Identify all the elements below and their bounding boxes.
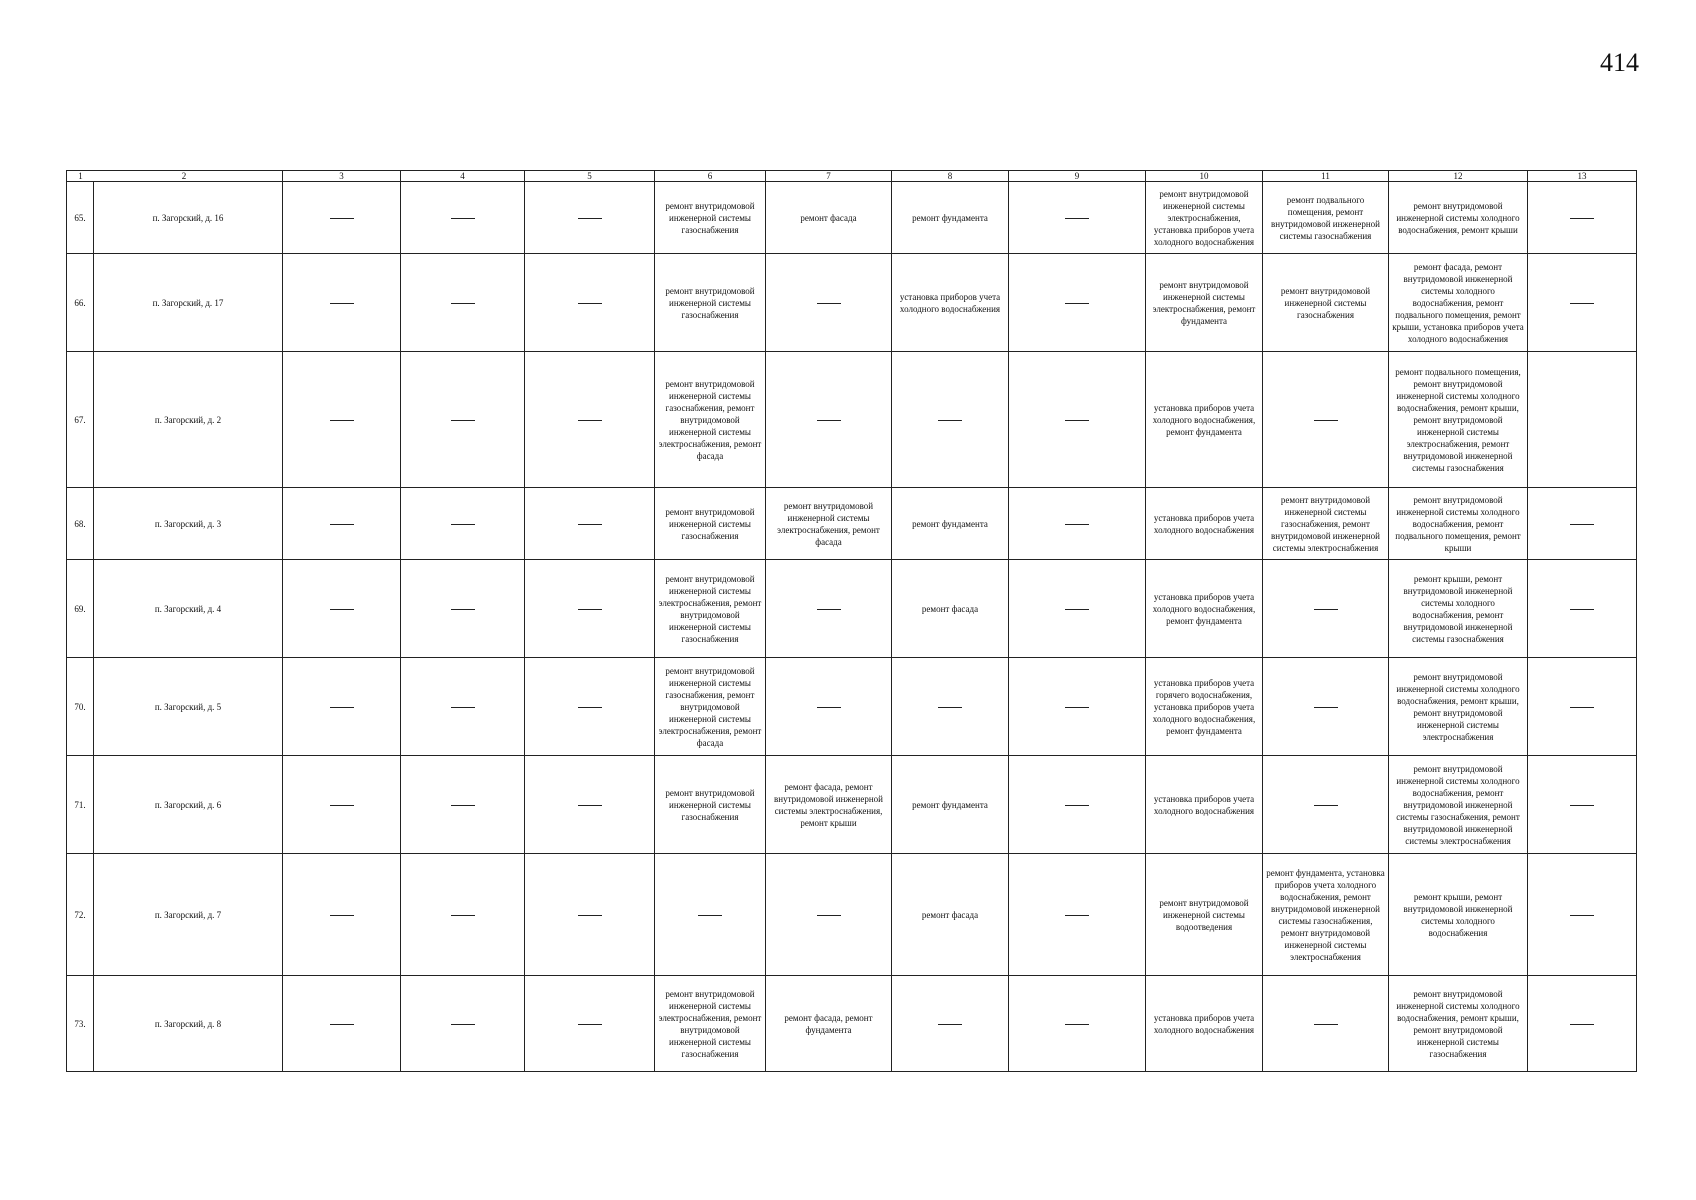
cell-col-5 <box>525 352 655 488</box>
dash-mark <box>330 524 354 525</box>
row-number: 66. <box>67 254 94 352</box>
cell-col-8: ремонт фасада <box>892 854 1009 976</box>
cell-col-8 <box>892 352 1009 488</box>
header-col-9: 9 <box>1009 171 1146 182</box>
cell-col-7 <box>766 560 892 658</box>
cell-col-8: ремонт фундамента <box>892 488 1009 560</box>
cell-col-11: ремонт подвального помещения, ремонт внутридомовой инженерной системы газоснабжения <box>1263 182 1389 254</box>
table-row <box>67 658 1637 756</box>
header-col-2: 2 <box>181 170 187 181</box>
dash-mark <box>1314 609 1338 610</box>
dash-mark <box>1570 524 1594 525</box>
cell-col-3 <box>283 560 401 658</box>
header-col-7: 7 <box>766 171 892 182</box>
dash-mark <box>330 805 354 806</box>
dash-mark <box>1314 805 1338 806</box>
cell-col-6: ремонт внутридомовой инженерной системы электроснабжения, ремонт внутридомовой инженерной системы газоснабжения <box>655 976 766 1072</box>
row-address: п. Загорский, д. 8 <box>94 976 283 1072</box>
cell-col-12: ремонт крыши, ремонт внутридомовой инженерной системы холодного водоснабжения, ремонт внутридомовой инженерной системы газоснабжения <box>1389 560 1528 658</box>
cell-col-13 <box>1528 658 1637 756</box>
row-address: п. Загорский, д. 5 <box>94 658 283 756</box>
cell-col-12: ремонт внутридомовой инженерной системы холодного водоснабжения, ремонт подвального помещения, ремонт крыши <box>1389 488 1528 560</box>
dash-mark <box>330 1024 354 1025</box>
dash-mark <box>1314 1024 1338 1025</box>
cell-col-4 <box>401 182 525 254</box>
cell-col-13 <box>1528 352 1637 488</box>
cell-col-8: ремонт фундамента <box>892 182 1009 254</box>
dash-mark <box>1570 303 1594 304</box>
cell-col-11: ремонт внутридомовой инженерной системы газоснабжения, ремонт внутридомовой инженерной системы электроснабжения <box>1263 488 1389 560</box>
cell-col-5 <box>525 976 655 1072</box>
cell-col-9 <box>1009 658 1146 756</box>
dash-mark <box>817 303 841 304</box>
table-row <box>67 182 1637 254</box>
cell-col-6: ремонт внутридомовой инженерной системы газоснабжения <box>655 182 766 254</box>
cell-col-10: ремонт внутридомовой инженерной системы электроснабжения, ремонт фундамента <box>1146 254 1263 352</box>
cell-col-7 <box>766 854 892 976</box>
dash-mark <box>330 609 354 610</box>
cell-col-12: ремонт внутридомовой инженерной системы холодного водоснабжения, ремонт внутридомовой инженерной системы газоснабжения, ремонт внутридомовой инженерной системы электроснабжения <box>1389 756 1528 854</box>
cell-col-9 <box>1009 352 1146 488</box>
cell-col-3 <box>283 254 401 352</box>
cell-col-11: ремонт фундамента, установка приборов учета холодного водоснабжения, ремонт внутридомовой инженерной системы газоснабжения, ремонт внутридомовой инженерной системы электроснабжения <box>1263 854 1389 976</box>
cell-col-5 <box>525 182 655 254</box>
cell-col-5 <box>525 658 655 756</box>
dash-mark <box>451 609 475 610</box>
header-col-12: 12 <box>1389 171 1528 182</box>
dash-mark <box>1065 1024 1089 1025</box>
cell-col-8: установка приборов учета холодного водоснабжения <box>892 254 1009 352</box>
cell-col-6: ремонт внутридомовой инженерной системы электроснабжения, ремонт внутридомовой инженерной системы газоснабжения <box>655 560 766 658</box>
row-number: 68. <box>67 488 94 560</box>
header-col-6: 6 <box>655 171 766 182</box>
dash-mark <box>1065 420 1089 421</box>
cell-col-4 <box>401 658 525 756</box>
cell-col-5 <box>525 756 655 854</box>
dash-mark <box>698 915 722 916</box>
dash-mark <box>1065 609 1089 610</box>
cell-col-12: ремонт подвального помещения, ремонт внутридомовой инженерной системы холодного водоснабжения, ремонт крыши, ремонт внутридомовой инженерной системы электроснабжения, ремонт внутридомовой инженерной системы газоснабжения <box>1389 352 1528 488</box>
cell-col-9 <box>1009 560 1146 658</box>
cell-col-13 <box>1528 854 1637 976</box>
cell-col-8 <box>892 976 1009 1072</box>
row-address: п. Загорский, д. 16 <box>94 182 283 254</box>
cell-col-4 <box>401 488 525 560</box>
cell-col-5 <box>525 560 655 658</box>
row-address: п. Загорский, д. 4 <box>94 560 283 658</box>
cell-col-9 <box>1009 854 1146 976</box>
table-row <box>67 254 1637 352</box>
row-number: 69. <box>67 560 94 658</box>
cell-col-8: ремонт фасада <box>892 560 1009 658</box>
cell-col-5 <box>525 854 655 976</box>
cell-col-11 <box>1263 560 1389 658</box>
cell-col-6: ремонт внутридомовой инженерной системы газоснабжения, ремонт внутридомовой инженерной системы электроснабжения, ремонт фасада <box>655 658 766 756</box>
cell-col-3 <box>283 854 401 976</box>
dash-mark <box>817 915 841 916</box>
cell-col-5 <box>525 488 655 560</box>
cell-col-12: ремонт фасада, ремонт внутридомовой инженерной системы холодного водоснабжения, ремонт подвального помещения, ремонт крыши, установка приборов учета холодного водоснабжения <box>1389 254 1528 352</box>
dash-mark <box>451 707 475 708</box>
dash-mark <box>578 915 602 916</box>
cell-col-9 <box>1009 254 1146 352</box>
cell-col-3 <box>283 488 401 560</box>
cell-col-10: установка приборов учета горячего водоснабжения, установка приборов учета холодного водоснабжения, ремонт фундамента <box>1146 658 1263 756</box>
cell-col-13 <box>1528 976 1637 1072</box>
cell-col-13 <box>1528 182 1637 254</box>
cell-col-4 <box>401 560 525 658</box>
row-number: 72. <box>67 854 94 976</box>
cell-col-3 <box>283 352 401 488</box>
dash-mark <box>1065 805 1089 806</box>
header-col-10: 10 <box>1146 171 1263 182</box>
cell-col-13 <box>1528 756 1637 854</box>
dash-mark <box>1570 218 1594 219</box>
table-row <box>67 756 1637 854</box>
cell-col-8: ремонт фундамента <box>892 756 1009 854</box>
cell-col-12: ремонт крыши, ремонт внутридомовой инженерной системы холодного водоснабжения <box>1389 854 1528 976</box>
cell-col-4 <box>401 976 525 1072</box>
dash-mark <box>330 420 354 421</box>
cell-col-3 <box>283 658 401 756</box>
header-col-4: 4 <box>401 171 525 182</box>
row-address: п. Загорский, д. 17 <box>94 254 283 352</box>
cell-col-13 <box>1528 488 1637 560</box>
row-address: п. Загорский, д. 2 <box>94 352 283 488</box>
row-address: п. Загорский, д. 6 <box>94 756 283 854</box>
dash-mark <box>1570 609 1594 610</box>
dash-mark <box>1570 915 1594 916</box>
table-row <box>67 352 1637 488</box>
cell-col-13 <box>1528 254 1637 352</box>
cell-col-12: ремонт внутридомовой инженерной системы холодного водоснабжения, ремонт крыши <box>1389 182 1528 254</box>
cell-col-10: установка приборов учета холодного водоснабжения <box>1146 488 1263 560</box>
dash-mark <box>578 805 602 806</box>
dash-mark <box>817 420 841 421</box>
cell-col-3 <box>283 182 401 254</box>
cell-col-12: ремонт внутридомовой инженерной системы холодного водоснабжения, ремонт крыши, ремонт внутридомовой инженерной системы электроснабжения <box>1389 658 1528 756</box>
header-cell-col-1-2 <box>67 171 283 182</box>
dash-mark <box>1314 420 1338 421</box>
dash-mark <box>578 524 602 525</box>
dash-mark <box>817 609 841 610</box>
row-number: 73. <box>67 976 94 1072</box>
dash-mark <box>1065 707 1089 708</box>
header-col-8: 8 <box>892 171 1009 182</box>
cell-col-4 <box>401 756 525 854</box>
dash-mark <box>817 707 841 708</box>
cell-col-4 <box>401 352 525 488</box>
dash-mark <box>451 915 475 916</box>
dash-mark <box>330 915 354 916</box>
dash-mark <box>1065 915 1089 916</box>
dash-mark <box>1065 218 1089 219</box>
cell-col-9 <box>1009 756 1146 854</box>
header-col-3: 3 <box>283 171 401 182</box>
cell-col-7: ремонт фасада, ремонт внутридомовой инженерной системы электроснабжения, ремонт крыши <box>766 756 892 854</box>
dash-mark <box>1065 524 1089 525</box>
cell-col-10: ремонт внутридомовой инженерной системы электроснабжения, установка приборов учета холодного водоснабжения <box>1146 182 1263 254</box>
cell-col-7 <box>766 352 892 488</box>
dash-mark <box>1570 1024 1594 1025</box>
cell-col-12: ремонт внутридомовой инженерной системы холодного водоснабжения, ремонт крыши, ремонт внутридомовой инженерной системы газоснабжения <box>1389 976 1528 1072</box>
cell-col-7 <box>766 658 892 756</box>
dash-mark <box>578 707 602 708</box>
dash-mark <box>451 420 475 421</box>
cell-col-10: установка приборов учета холодного водоснабжения <box>1146 976 1263 1072</box>
table-row <box>67 488 1637 560</box>
cell-col-10: ремонт внутридомовой инженерной системы водоотведения <box>1146 854 1263 976</box>
cell-col-6: ремонт внутридомовой инженерной системы газоснабжения <box>655 254 766 352</box>
dash-mark <box>1314 707 1338 708</box>
dash-mark <box>330 707 354 708</box>
header-col-5: 5 <box>525 171 655 182</box>
row-number: 67. <box>67 352 94 488</box>
dash-mark <box>578 609 602 610</box>
header-col-1: 1 <box>78 170 83 181</box>
cell-col-11 <box>1263 976 1389 1072</box>
cell-col-10: установка приборов учета холодного водоснабжения, ремонт фундамента <box>1146 560 1263 658</box>
cell-col-7: ремонт внутридомовой инженерной системы электроснабжения, ремонт фасада <box>766 488 892 560</box>
dash-mark <box>1570 805 1594 806</box>
dash-mark <box>938 420 962 421</box>
dash-mark <box>938 1024 962 1025</box>
cell-col-11 <box>1263 658 1389 756</box>
row-number: 65. <box>67 182 94 254</box>
dash-mark <box>451 805 475 806</box>
cell-col-10: установка приборов учета холодного водоснабжения, ремонт фундамента <box>1146 352 1263 488</box>
cell-col-11 <box>1263 352 1389 488</box>
row-address: п. Загорский, д. 7 <box>94 854 283 976</box>
cell-col-8 <box>892 658 1009 756</box>
cell-col-11 <box>1263 756 1389 854</box>
dash-mark <box>330 218 354 219</box>
repair-schedule-table <box>66 170 1637 1072</box>
dash-mark <box>451 524 475 525</box>
cell-col-6: ремонт внутридомовой инженерной системы газоснабжения <box>655 488 766 560</box>
page-number: 414 <box>1600 48 1639 77</box>
cell-col-9 <box>1009 976 1146 1072</box>
cell-col-11: ремонт внутридомовой инженерной системы газоснабжения <box>1263 254 1389 352</box>
dash-mark <box>938 707 962 708</box>
dash-mark <box>451 303 475 304</box>
row-number: 70. <box>67 658 94 756</box>
cell-col-7: ремонт фасада <box>766 182 892 254</box>
column-number-row <box>67 171 1637 182</box>
row-number: 71. <box>67 756 94 854</box>
cell-col-6: ремонт внутридомовой инженерной системы газоснабжения, ремонт внутридомовой инженерной системы электроснабжения, ремонт фасада <box>655 352 766 488</box>
dash-mark <box>1065 303 1089 304</box>
dash-mark <box>578 218 602 219</box>
table-row <box>67 560 1637 658</box>
dash-mark <box>330 303 354 304</box>
cell-col-10: установка приборов учета холодного водоснабжения <box>1146 756 1263 854</box>
dash-mark <box>451 1024 475 1025</box>
header-col-11: 11 <box>1263 171 1389 182</box>
cell-col-6: ремонт внутридомовой инженерной системы газоснабжения <box>655 756 766 854</box>
dash-mark <box>578 303 602 304</box>
cell-col-5 <box>525 254 655 352</box>
cell-col-4 <box>401 254 525 352</box>
dash-mark <box>451 218 475 219</box>
cell-col-13 <box>1528 560 1637 658</box>
dash-mark <box>1570 707 1594 708</box>
dash-mark <box>578 420 602 421</box>
table-row <box>67 976 1637 1072</box>
cell-col-3 <box>283 976 401 1072</box>
cell-col-6 <box>655 854 766 976</box>
cell-col-7: ремонт фасада, ремонт фундамента <box>766 976 892 1072</box>
cell-col-4 <box>401 854 525 976</box>
cell-col-9 <box>1009 182 1146 254</box>
table-row <box>67 854 1637 976</box>
header-col-13: 13 <box>1528 171 1637 182</box>
row-address: п. Загорский, д. 3 <box>94 488 283 560</box>
dash-mark <box>578 1024 602 1025</box>
cell-col-3 <box>283 756 401 854</box>
cell-col-9 <box>1009 488 1146 560</box>
cell-col-7 <box>766 254 892 352</box>
